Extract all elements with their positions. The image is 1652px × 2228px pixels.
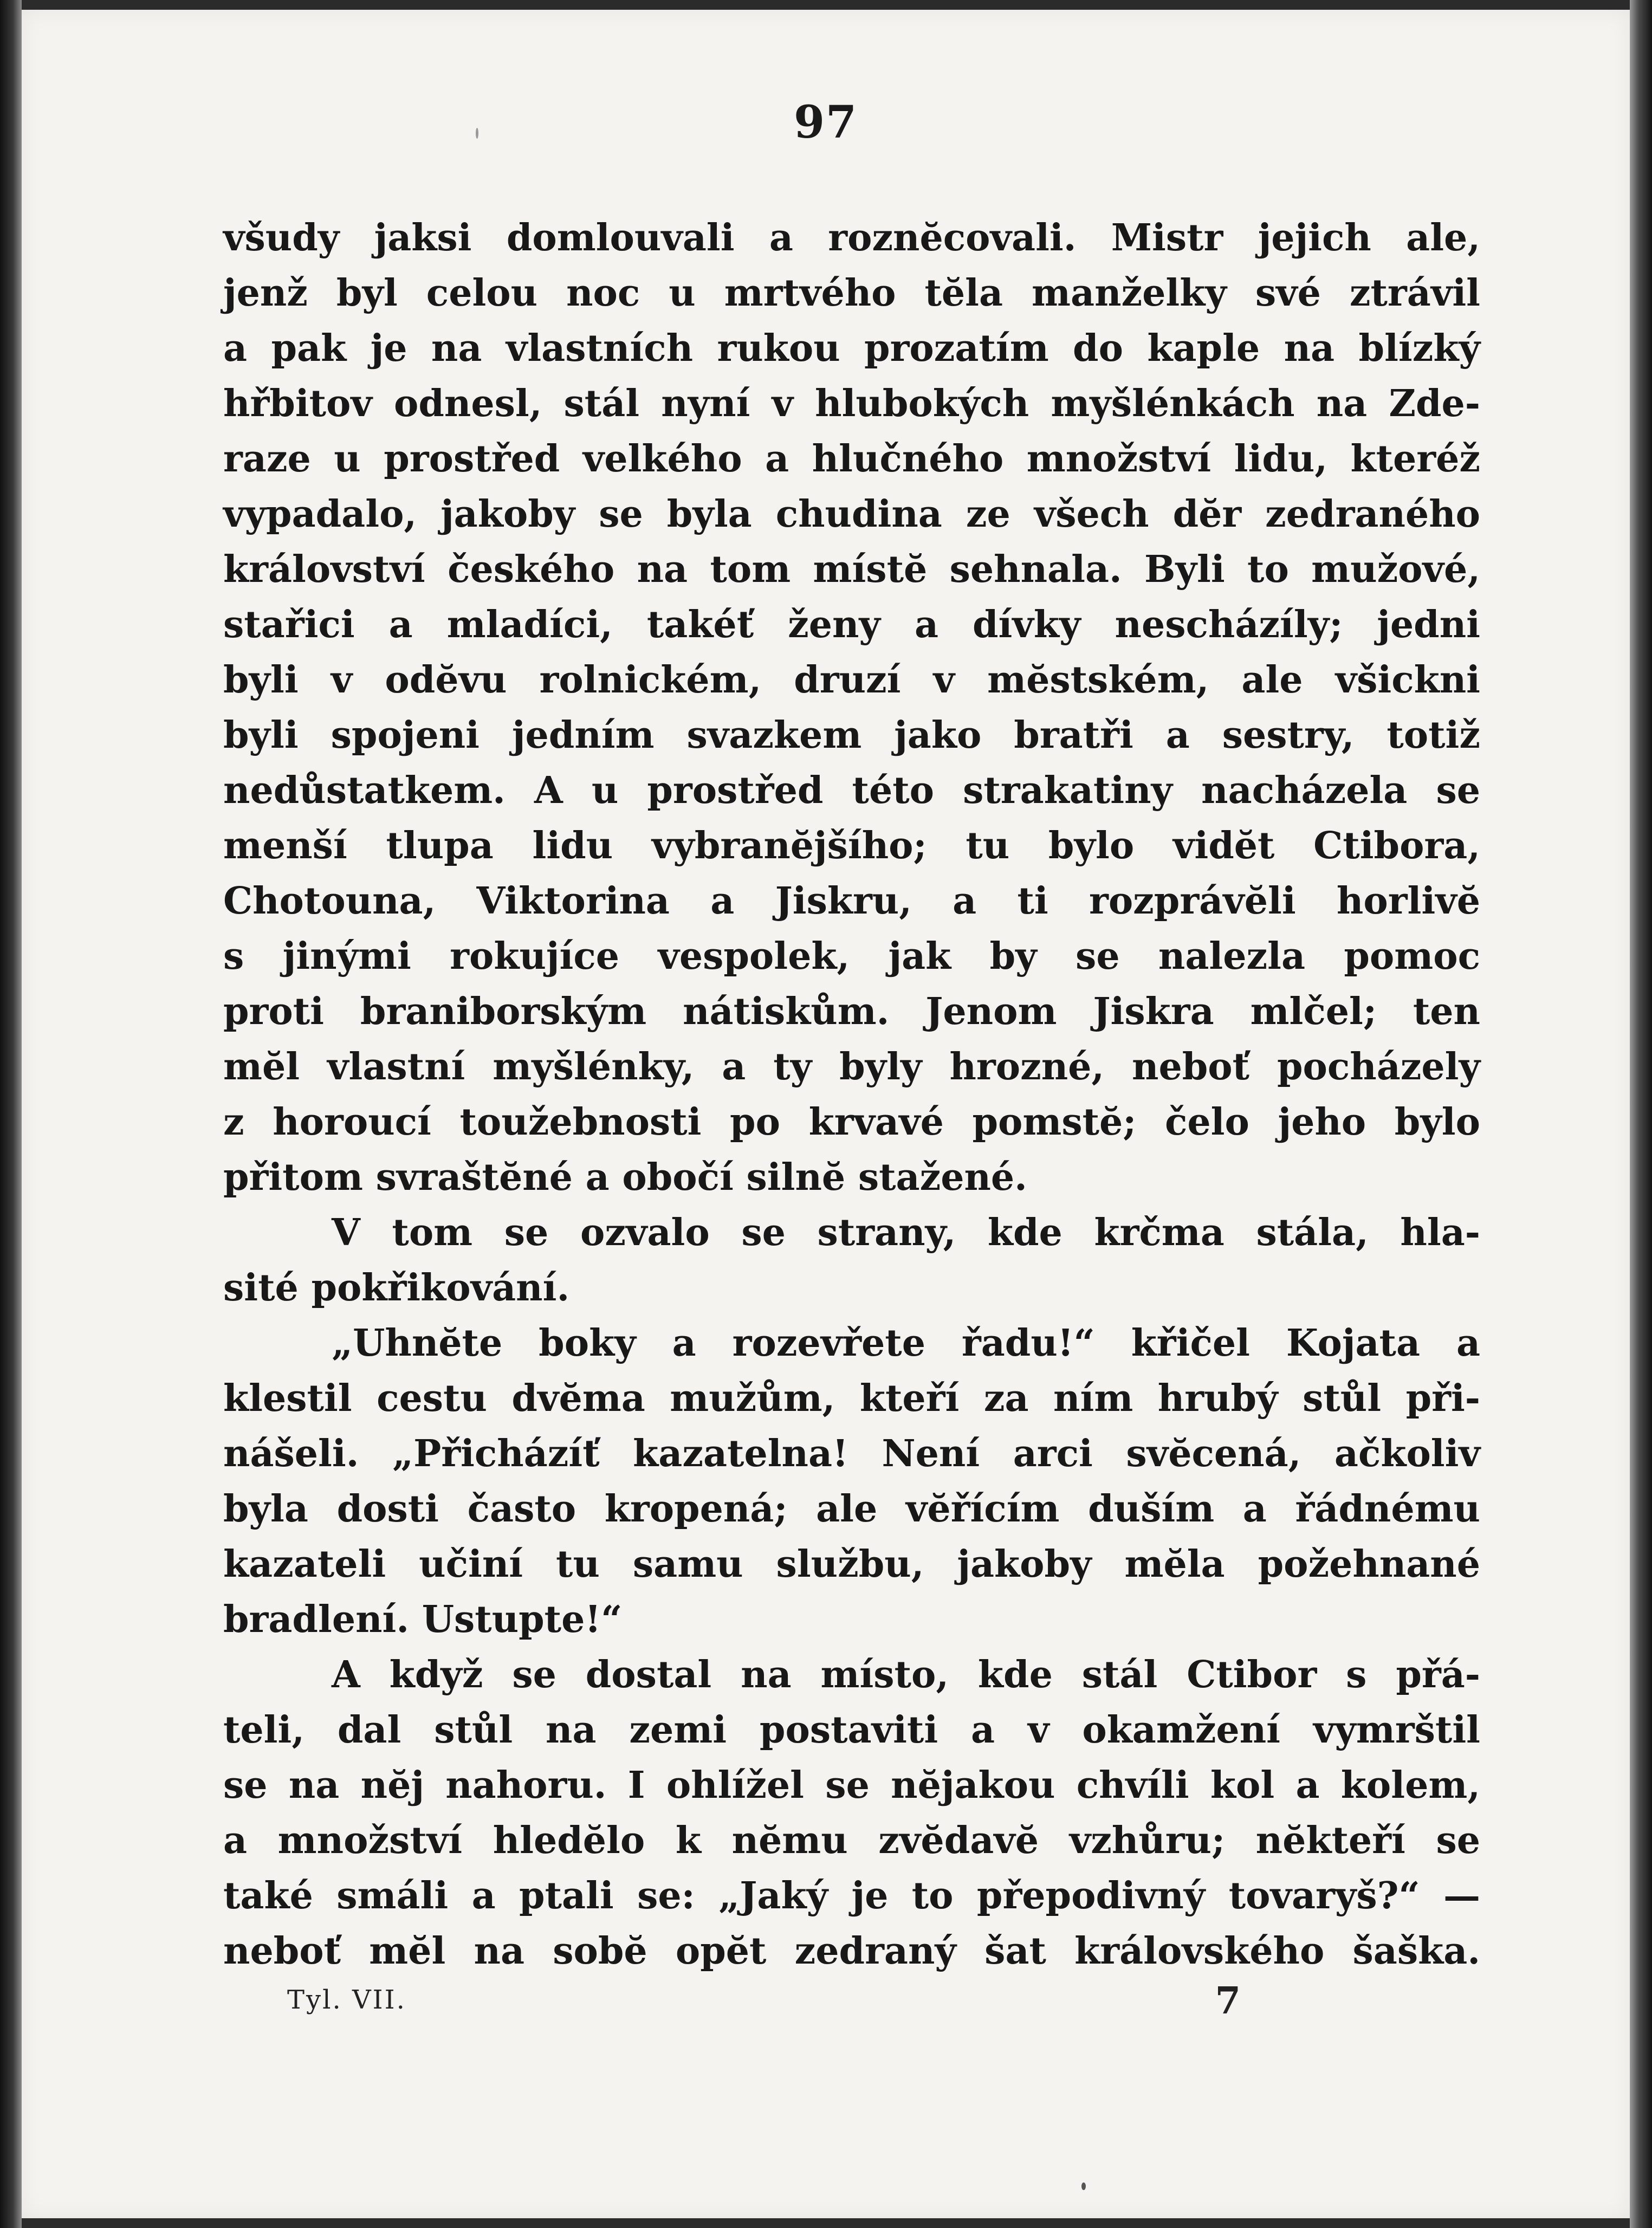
- text-line: a pak je na vlastních rukou prozatím do kaple na blízký: [223, 327, 1480, 370]
- text-line: byli v odĕvu rolnickém, druzí v mĕstském, ale všickni: [223, 658, 1480, 702]
- text-line: vypadalo, jakoby se byla chudina ze všech dĕr zedraného: [223, 493, 1480, 536]
- text-line: z horoucí toužebnosti po krvavé pomstĕ; čelo jeho bylo: [223, 1100, 1480, 1144]
- text-line: všudy jaksi domlouvali a roznĕcovali. Mistr jejich ale,: [223, 216, 1480, 260]
- text-line: přitom svraštĕné a obočí silnĕ stažené.: [223, 1156, 1027, 1199]
- text-line: se na nĕj nahoru. I ohlížel se nĕjakou chvíli kol a kolem,: [223, 1764, 1480, 1807]
- text-line: nedůstatkem. A u prostřed této strakatiny nacházela se: [223, 769, 1480, 812]
- text-line: Chotouna, Viktorina a Jiskru, a ti rozprávĕli horlivĕ: [223, 879, 1480, 923]
- text-line: byli spojeni jedním svazkem jako bratři a sestry, totiž: [223, 714, 1480, 757]
- text-line: teli, dal stůl na zemi postaviti a v okamžení vymrštil: [223, 1708, 1480, 1752]
- footer-sheet-number: 7: [1215, 1979, 1241, 2023]
- text-line: V tom se ozvalo se strany, kde krčma stála, hla-: [332, 1211, 1480, 1254]
- text-line: jenž byl celou noc u mrtvého tĕla manželky své ztrávil: [223, 271, 1480, 315]
- text-line: bradlení. Ustupte!“: [223, 1598, 623, 1641]
- text-line: „Uhnĕte boky a rozevřete řadu!“ křičel Kojata a: [332, 1322, 1480, 1365]
- text-line: A když se dostal na místo, kde stál Ctibor s přá-: [332, 1653, 1480, 1696]
- text-line: nášeli. „Přicházíť kazatelna! Není arci svĕcená, ačkoliv: [223, 1432, 1480, 1475]
- page-number: 97: [793, 96, 858, 148]
- text-line: neboť mĕl na sobĕ opĕt zedraný šat královského šaška.: [223, 1929, 1480, 1973]
- text-line: kazateli učiní tu samu službu, jakoby mĕla požehnané: [223, 1543, 1480, 1586]
- text-line: raze u prostřed velkého a hlučného množství lidu, kteréž: [223, 437, 1480, 481]
- text-line: hřbitov odnesl, stál nyní v hlubokých myšlénkách na Zde-: [223, 382, 1480, 425]
- footer-signature: Tyl. VII.: [287, 1985, 406, 2015]
- scan-left-edge: [0, 0, 22, 2228]
- text-line: a množství hledĕlo k nĕmu zvĕdavĕ vzhůru; nĕkteří se: [223, 1819, 1480, 1862]
- ink-speck: [476, 128, 478, 139]
- book-page: [22, 10, 1630, 2218]
- text-line: mĕl vlastní myšlénky, a ty byly hrozné, neboť pocházely: [223, 1045, 1480, 1089]
- text-line: království českého na tom místĕ sehnala. Byli to mužové,: [223, 548, 1480, 591]
- text-line: proti braniborským nátiskům. Jenom Jiskra mlčel; ten: [223, 990, 1480, 1033]
- text-line: byla dosti často kropená; ale vĕřícím duším a řádnému: [223, 1487, 1480, 1531]
- text-line: s jinými rokujíce vespolek, jak by se nalezla pomoc: [223, 935, 1480, 978]
- ink-speck: [1081, 2182, 1086, 2190]
- text-line: menší tlupa lidu vybranĕjšího; tu bylo vidĕt Ctibora,: [223, 824, 1480, 867]
- scan-right-edge: [1630, 0, 1652, 2228]
- text-line: také smáli a ptali se: „Jaký je to přepodivný tovaryš?“ —: [223, 1874, 1480, 1918]
- text-line: sité pokřikování.: [223, 1266, 570, 1310]
- text-line: klestil cestu dvĕma mužům, kteří za ním hrubý stůl při-: [223, 1377, 1480, 1420]
- body-text: [223, 210, 1480, 1979]
- text-line: stařici a mladíci, takéť ženy a dívky nescházíly; jedni: [223, 603, 1480, 646]
